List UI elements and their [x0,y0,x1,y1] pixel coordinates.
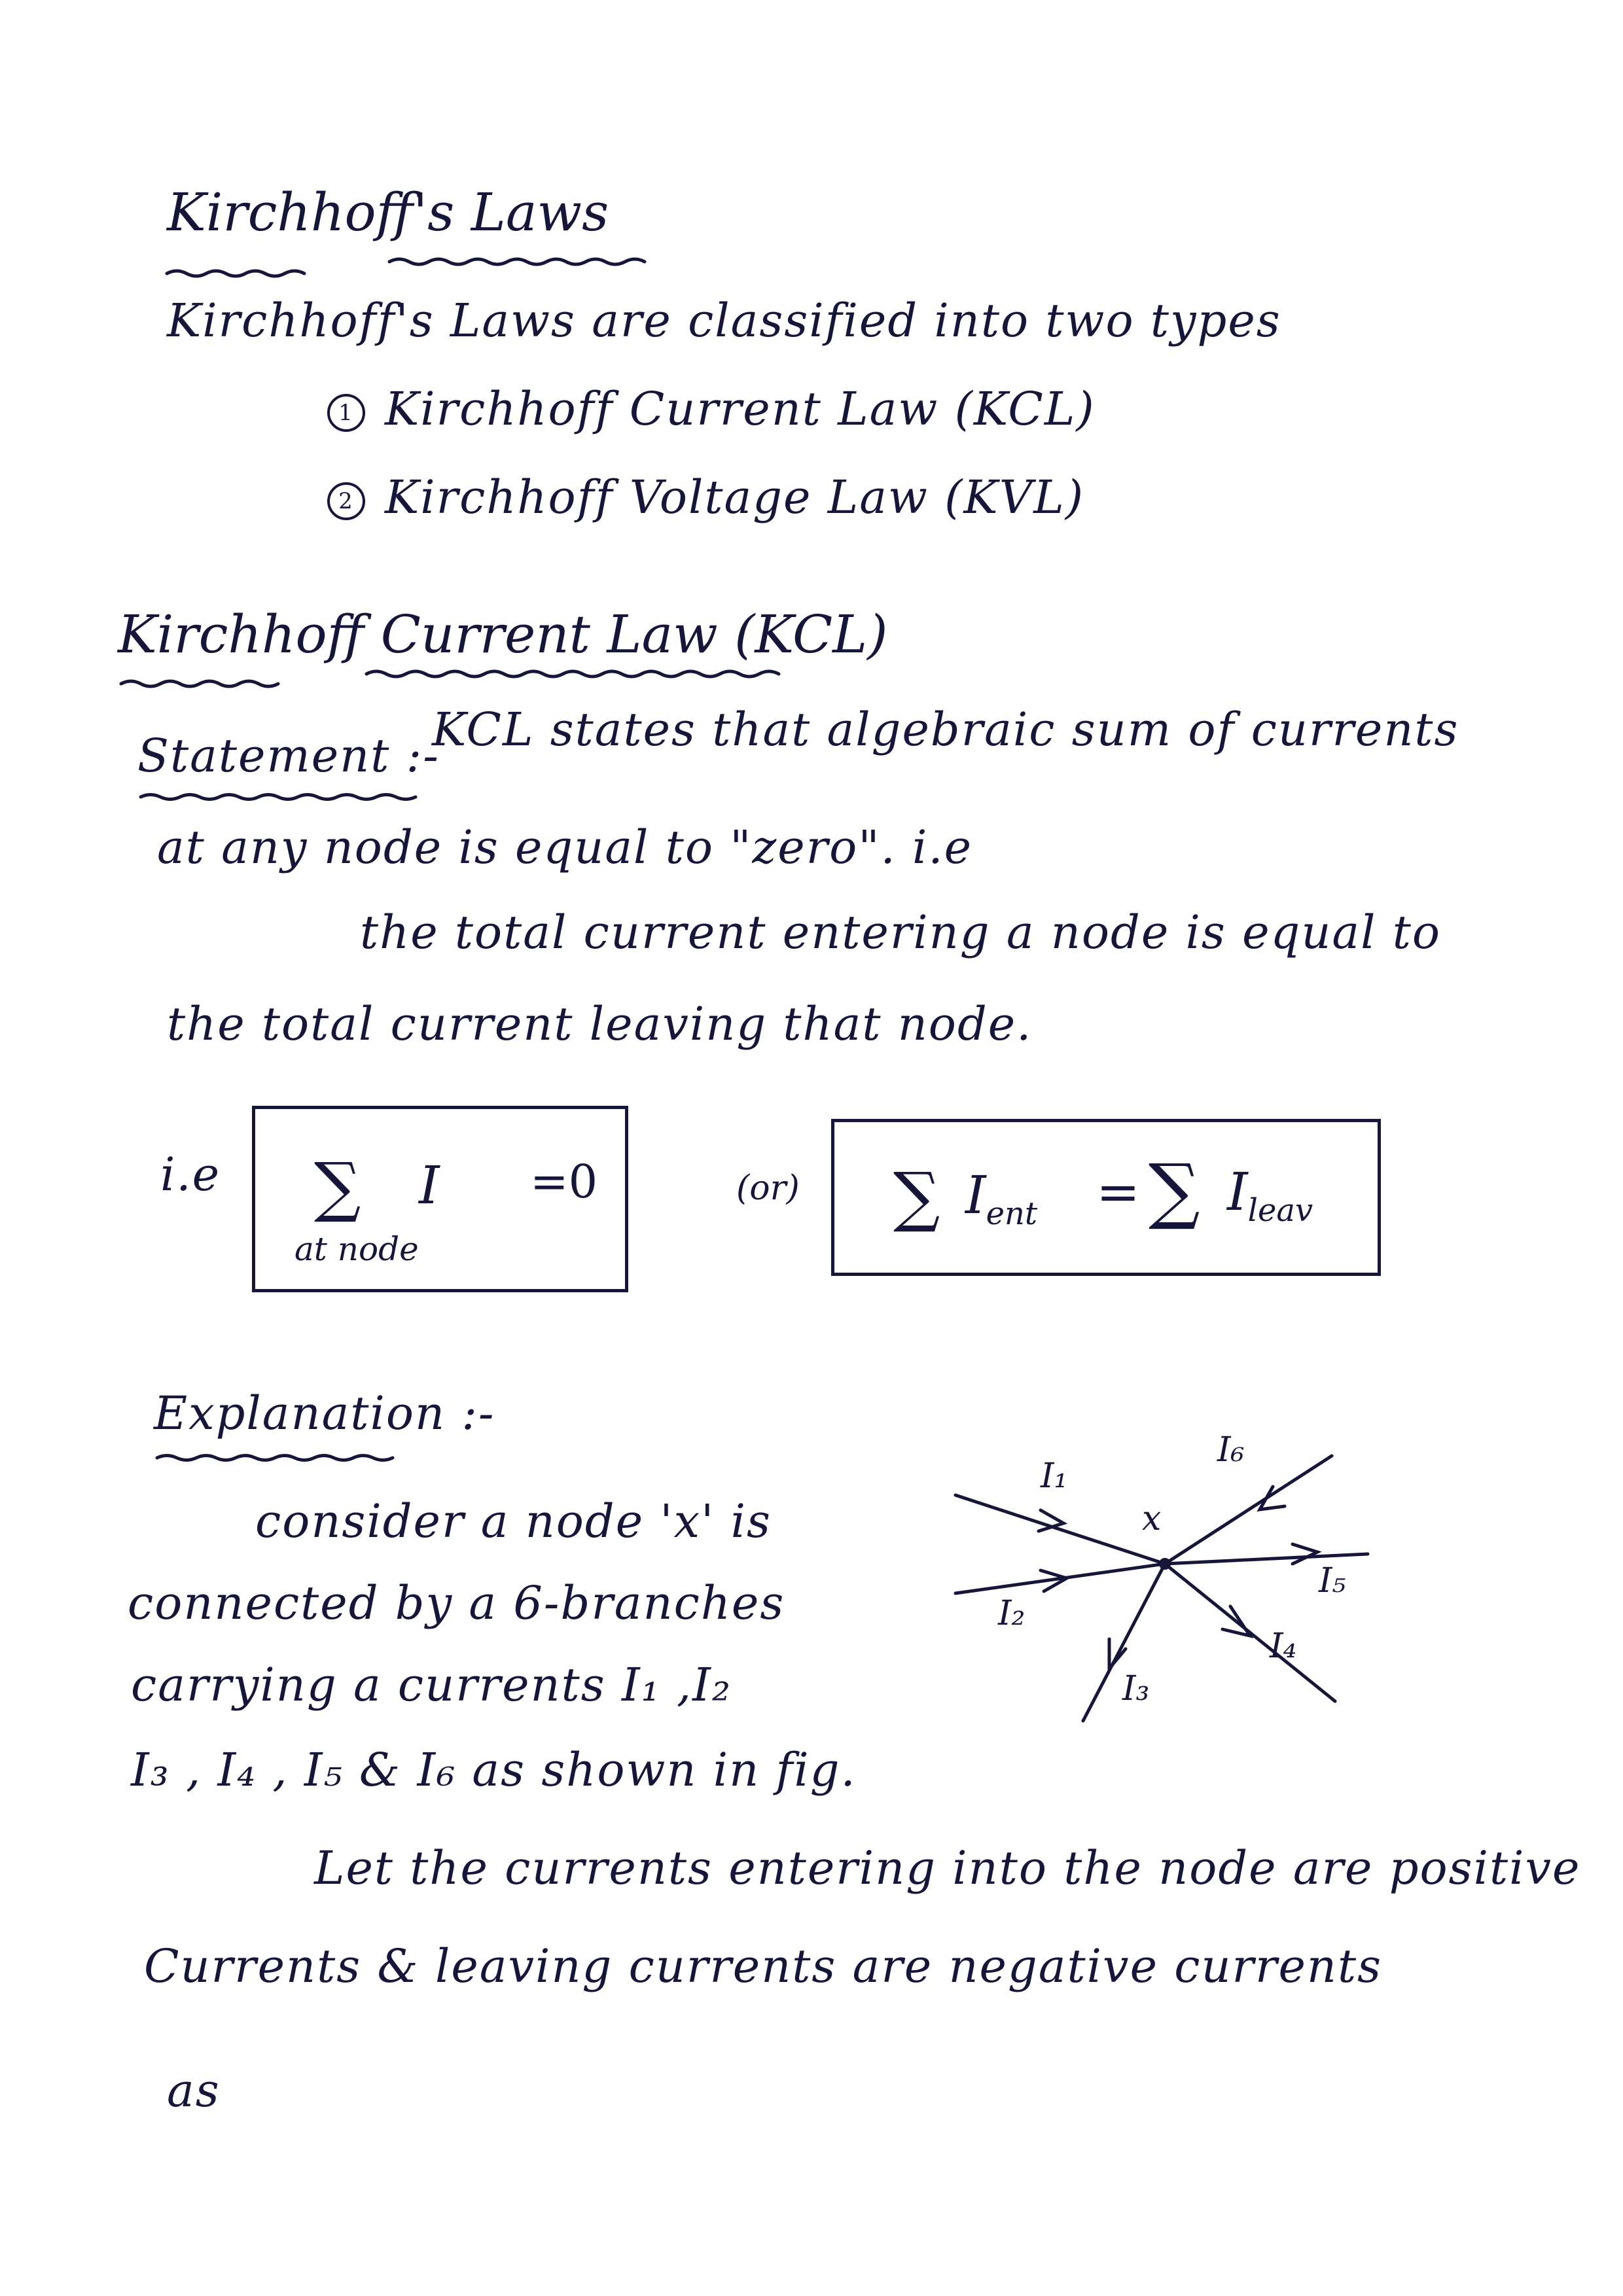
label-i6: I₆ [1217,1430,1245,1470]
label-i5: I₅ [1319,1561,1346,1600]
current-variable: I [419,1155,440,1216]
section-heading-kcl: Kirchhoff Current Law (KCL) [118,604,888,665]
underline [141,795,416,800]
explanation-line: I₃ , I₄ , I₅ & I₆ as shown in fig. [131,1743,857,1797]
list-item-label: Kirchhoff Voltage Law (KVL) [385,470,1085,524]
sigma-symbol: ∑ [1149,1148,1200,1232]
node-dot [1159,1558,1171,1570]
underline [157,1456,393,1460]
underline [366,671,779,677]
current-entering: $I_{ent}$ [965,1165,1038,1232]
label-i3: I₃ [1122,1669,1150,1708]
explanation-line: consider a node 'x' is [255,1494,772,1548]
explanation-line: Let the currents entering into the node are positive [314,1841,1581,1895]
node-label-x: x [1142,1499,1162,1538]
node-figure [955,1456,1368,1721]
underline [389,259,645,264]
explanation-line: carrying a currents I₁ ,I₂ [131,1658,732,1712]
explanation-label: Explanation :- [154,1386,495,1440]
current-leaving: $I_{leav}$ [1227,1161,1313,1229]
or-text: (or) [736,1169,800,1208]
equals-sign: = [1096,1161,1141,1222]
label-i4: I₄ [1270,1627,1297,1666]
number-badge: 2 [327,482,365,520]
sigma-symbol: ∑ [314,1148,361,1225]
list-item-label: Kirchhoff Current Law (KCL) [385,382,1096,436]
statement-line: at any node is equal to "zero". i.e [157,821,973,874]
equals-zero: =0 [530,1155,598,1209]
statement-line: the total current leaving that node. [167,997,1033,1051]
formula-prefix: i.e [160,1148,221,1201]
explanation-line: connected by a 6-branches [128,1576,785,1630]
intro-text: Kirchhoff's Laws are classified into two types [167,294,1281,347]
page-title: Kirchhoff's Laws [167,182,609,243]
underline [121,681,278,686]
sigma-symbol: ∑ [893,1158,940,1235]
statement-line: the total current entering a node is equal to [360,906,1442,959]
explanation-line: Currents & leaving currents are negative currents [144,1939,1383,1993]
number-badge: 1 [327,394,365,432]
label-i1: I₁ [1041,1457,1068,1496]
statement-label: Statement :- [137,729,440,783]
label-i2: I₂ [998,1594,1026,1633]
sum-subscript: at node [294,1230,419,1268]
underline [167,271,304,276]
explanation-line: as [167,2064,221,2117]
statement-line: KCL states that algebraic sum of currents [432,703,1459,756]
